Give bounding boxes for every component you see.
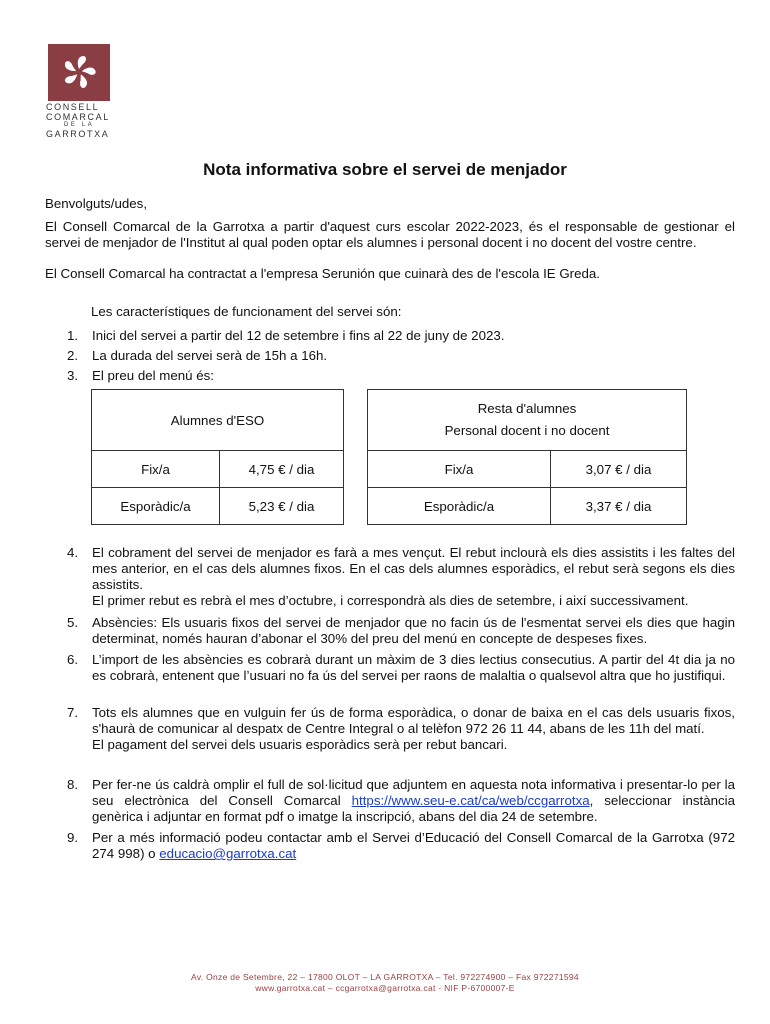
list-text-part: , seleccionar instància genèrica i adjuntar en format pdf o imatge la inscripció, abans del dia 24 de setembre. bbox=[92, 793, 736, 824]
intro-paragraph-1: El Consell Comarcal de la Garrotxa a partir d'aquest curs escolar 2022-2023, és el responsable de gestionar el servei de menjador de l'Institut al qual poden optar els alumnes i personal docent i no docent del vostre centre. bbox=[45, 219, 735, 250]
list-text: El preu del menú és: bbox=[92, 368, 214, 383]
list-text: Absències: Els usuaris fixos del servei de menjador que no facin ús de l'esmentat servei els dies que hagin determinat, només hauran d’abonar el 30% del preu del menú en concepte de despeses fixes. bbox=[92, 615, 735, 646]
list-text: L’import de les absències es cobrarà durant un màxim de 3 dies lectius consecutius. A partir del 4t dia ja no es cobrarà, entenent que l’usuari no fa ús del servei per raons de malaltia o qualsevol altra que ho justifiqui. bbox=[92, 652, 735, 683]
features-intro: Les característiques de funcionament del servei són: bbox=[91, 304, 402, 319]
table-cell-price: 3,37 € / dia bbox=[551, 488, 687, 525]
table-header bbox=[368, 390, 687, 451]
list-number: 8. bbox=[67, 777, 79, 792]
table-header: Alumnes d'ESO bbox=[92, 390, 344, 451]
list-item-5 bbox=[45, 615, 735, 647]
logo-line-1: CONSELL bbox=[46, 102, 100, 112]
logo-line-4: GARROTXA bbox=[46, 129, 110, 139]
list-number: 6. bbox=[67, 652, 79, 667]
logo-line-2: COMARCAL bbox=[46, 112, 110, 122]
intro-paragraph-2: El Consell Comarcal ha contractat a l'empresa Serunión que cuinarà des de l'escola IE Greda. bbox=[45, 266, 600, 281]
greeting: Benvolguts/udes, bbox=[45, 196, 148, 211]
list-number: 7. bbox=[67, 705, 79, 720]
list-number: 9. bbox=[67, 830, 79, 845]
table-cell-label: Fix/a bbox=[92, 451, 220, 488]
list-text: Inici del servei a partir del 12 de setembre i fins al 22 de juny de 2023. bbox=[92, 328, 505, 343]
price-table-eso bbox=[91, 389, 344, 525]
list-item-2 bbox=[45, 348, 735, 364]
list-item-4 bbox=[45, 545, 735, 609]
list-text: Tots els alumnes que en vulguin fer ús de forma esporàdica, o donar de baixa en el cas dels usuaris fixos, s'haurà de comunicar al despatx de Centre Integral o al telèfon 972 26 11 44, abans de les 11h del matí. bbox=[92, 705, 735, 736]
logo-pinwheel-icon bbox=[48, 44, 110, 101]
list-number: 5. bbox=[67, 615, 79, 630]
list-item-6 bbox=[45, 652, 735, 684]
logo-wordmark bbox=[46, 102, 126, 139]
list-text-part: Per fer-ne ús caldrà omplir el full de sol·licitud que adjuntem en aquesta nota informativa i presentar-lo per la seu electrònica del Consell Comarcal bbox=[92, 777, 735, 808]
price-table-rest bbox=[367, 389, 687, 525]
email-link[interactable]: educacio@garrotxa.cat bbox=[159, 846, 297, 861]
list-text: La durada del servei serà de 15h a 16h. bbox=[92, 348, 328, 363]
seu-electronica-link[interactable]: https://www.seu-e.cat/ca/web/ccgarrotxa bbox=[351, 793, 590, 808]
list-item-9 bbox=[45, 830, 735, 862]
list-number: 1. bbox=[67, 328, 79, 343]
footer-contact: www.garrotxa.cat – ccgarrotxa@garrotxa.cat - NIF P-6700007-E bbox=[255, 983, 515, 993]
table-cell-price: 5,23 € / dia bbox=[220, 488, 344, 525]
list-number: 2. bbox=[67, 348, 79, 363]
table-header-line-2: Personal docent i no docent bbox=[444, 423, 610, 438]
list-number: 3. bbox=[67, 368, 79, 383]
list-text-continued: El pagament del servei dels usuaris esporàdics serà per rebut bancari. bbox=[92, 737, 508, 752]
list-text bbox=[92, 777, 735, 825]
list-number: 4. bbox=[67, 545, 79, 560]
table-cell-label: Fix/a bbox=[368, 451, 551, 488]
table-cell-price: 4,75 € / dia bbox=[220, 451, 344, 488]
list-text: El cobrament del servei de menjador es farà a mes vençut. El rebut inclourà els dies assistits i les faltes del mes anterior, en el cas dels alumnes fixos. En el cas dels alumnes esporàdics, el rebut serà segons els dies assistits. bbox=[92, 545, 735, 592]
footer-address: Av. Onze de Setembre, 22 – 17800 OLOT – LA GARROTXA – Tel. 972274900 – Fax 972271594 bbox=[191, 972, 579, 982]
list-text-part: Per a més informació podeu contactar amb el Servei d’Educació del Consell Comarcal de la Garrotxa (972 274 998) o bbox=[92, 830, 735, 861]
table-cell-label: Esporàdic/a bbox=[368, 488, 551, 525]
document-title: Nota informativa sobre el servei de menjador bbox=[203, 160, 567, 179]
table-cell-price: 3,07 € / dia bbox=[551, 451, 687, 488]
list-item-1 bbox=[45, 328, 735, 344]
list-text bbox=[92, 830, 735, 862]
logo-line-3: DE LA bbox=[64, 122, 95, 128]
consell-comarcal-logo bbox=[48, 44, 110, 101]
list-text-continued: El primer rebut es rebrà el mes d’octubre, i correspondrà als dies de setembre, i així successivament. bbox=[92, 593, 689, 608]
list-item-3 bbox=[45, 368, 735, 384]
table-cell-label: Esporàdic/a bbox=[92, 488, 220, 525]
list-item-7 bbox=[45, 705, 735, 753]
table-header-line-1: Resta d'alumnes bbox=[477, 401, 577, 416]
footer bbox=[0, 972, 770, 994]
list-item-8 bbox=[45, 777, 735, 825]
